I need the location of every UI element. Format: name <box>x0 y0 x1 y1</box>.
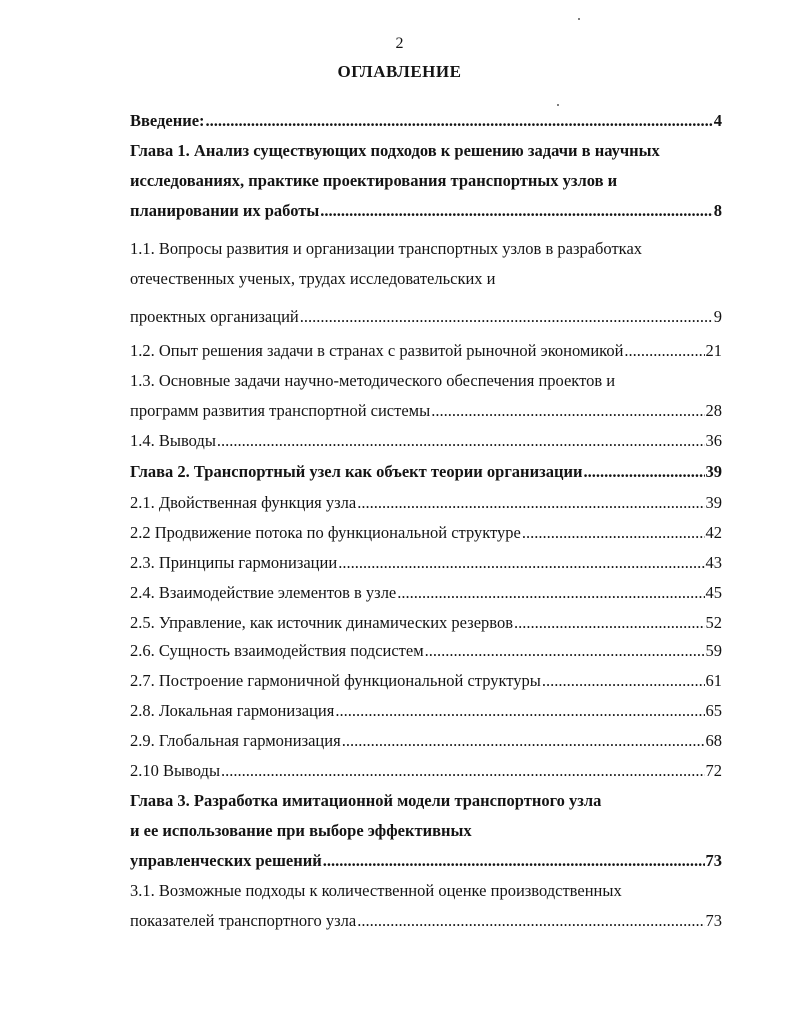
toc-page-number: 72 <box>705 761 722 780</box>
toc-dot-leader <box>431 399 704 423</box>
toc-entry-title: управленческих решений <box>130 851 322 870</box>
toc-dot-leader <box>342 729 705 753</box>
toc-entry-title: Глава 1. Анализ существующих подходов к решению задачи в научных <box>130 141 660 160</box>
toc-entry-title: 1.3. Основные задачи научно-методического обеспечения проектов и <box>130 371 616 390</box>
toc-entry-title: проектных организаций <box>130 307 299 326</box>
toc-entry <box>130 729 722 753</box>
toc-dot-leader <box>397 581 704 605</box>
toc-dot-leader <box>323 849 705 873</box>
toc-page-number: 9 <box>713 307 722 326</box>
toc-dot-leader <box>338 551 704 575</box>
toc-page-number: 68 <box>705 731 722 750</box>
toc-page-number: 42 <box>705 523 722 542</box>
toc-entry <box>130 199 722 223</box>
toc-dot-leader <box>320 199 713 223</box>
scan-speck <box>557 104 559 106</box>
toc-dot-leader <box>357 491 704 515</box>
toc-dot-leader <box>583 460 704 484</box>
toc-entry-title: отечественных ученых, трудах исследовательских и <box>130 269 496 288</box>
toc-entry <box>130 339 722 363</box>
toc-page-number: 45 <box>705 583 722 602</box>
toc-entry-line <box>130 879 722 903</box>
toc-page-number: 39 <box>705 493 722 512</box>
toc-entry-title: 2.4. Взаимодействие элементов в узле <box>130 583 397 602</box>
toc-entry <box>130 581 722 605</box>
toc-entry <box>130 460 722 484</box>
toc-dot-leader <box>624 339 704 363</box>
toc-entry <box>130 521 722 545</box>
toc-dot-leader <box>300 305 713 329</box>
toc-page-number: 59 <box>705 641 722 660</box>
toc-entry-title: 2.8. Локальная гармонизация <box>130 701 335 720</box>
toc-entry-title: 1.2. Опыт решения задачи в странах с развитой рыночной экономикой <box>130 341 624 360</box>
toc-entry <box>130 759 722 783</box>
toc-entry-title: и ее использование при выборе эффективных <box>130 821 472 840</box>
toc-dot-leader <box>425 639 705 663</box>
toc-dot-leader <box>542 669 705 693</box>
toc-entry-title: 2.1. Двойственная функция узла <box>130 493 357 512</box>
toc-entry-line <box>130 139 722 163</box>
toc-entry-title: 1.4. Выводы <box>130 431 216 450</box>
toc-entry-title: 2.5. Управление, как источник динамических резервов <box>130 613 513 632</box>
toc-dot-leader <box>335 699 704 723</box>
scan-speck <box>578 18 580 20</box>
toc-entry-title: 2.3. Принципы гармонизации <box>130 553 338 572</box>
toc-entry-title: исследованиях, практике проектирования транспортных узлов и <box>130 171 618 190</box>
toc-entry-title: Введение: <box>130 111 205 130</box>
toc-dot-leader <box>221 759 704 783</box>
toc-dot-leader <box>514 611 705 635</box>
toc-entry-line <box>130 789 722 813</box>
toc-page-number: 61 <box>705 671 722 690</box>
toc-page-number: 73 <box>705 851 722 870</box>
toc-entry <box>130 669 722 693</box>
toc-page-number: 43 <box>705 553 722 572</box>
toc-entry-title: 2.6. Сущность взаимодействия подсистем <box>130 641 424 660</box>
toc-page-number: 21 <box>705 341 722 360</box>
toc-page-number: 36 <box>705 431 722 450</box>
toc-entry <box>130 551 722 575</box>
toc-entry-title: 2.7. Построение гармоничной функциональной структуры <box>130 671 541 690</box>
toc-page-number: 65 <box>705 701 722 720</box>
toc-entry-title: Глава 2. Транспортный узел как объект теории организации <box>130 462 583 481</box>
toc-entry-title: планировании их работы <box>130 201 320 220</box>
toc-entry-line <box>130 237 722 261</box>
toc-entry <box>130 639 722 663</box>
toc-page-number: 52 <box>705 613 722 632</box>
toc-entry <box>130 849 722 873</box>
toc-entry-title: 2.10 Выводы <box>130 761 221 780</box>
toc-page-number: 4 <box>713 111 722 130</box>
toc-entry <box>130 399 722 423</box>
toc-page-number: 39 <box>705 462 722 481</box>
toc-entry-title: программ развития транспортной системы <box>130 401 431 420</box>
toc-entry-title: Глава 3. Разработка имитационной модели транспортного узла <box>130 791 602 810</box>
toc-page-number: 73 <box>705 911 722 930</box>
page-title: ОГЛАВЛЕНИЕ <box>337 62 462 81</box>
toc-entry-title: показателей транспортного узла <box>130 911 357 930</box>
toc-entry-title: 3.1. Возможные подходы к количественной оценке производственных <box>130 881 622 900</box>
toc-entry-title: 1.1. Вопросы развития и организации транспортных узлов в разработках <box>130 239 643 258</box>
toc-entry <box>130 699 722 723</box>
toc-entry-line <box>130 369 722 393</box>
toc-entry-title: 2.2 Продвижение потока по функциональной структуре <box>130 523 521 542</box>
toc-dot-leader <box>357 909 704 933</box>
toc-dot-leader <box>522 521 705 545</box>
toc-entry <box>130 909 722 933</box>
toc-dot-leader <box>206 109 713 133</box>
toc-entry-line <box>130 267 722 291</box>
toc-entry-line <box>130 169 722 193</box>
toc-page-number: 28 <box>705 401 722 420</box>
toc-entry <box>130 429 722 453</box>
toc-entry-line <box>130 819 722 843</box>
toc-entry <box>130 109 722 133</box>
page-number: 2 <box>395 35 404 52</box>
toc-entry <box>130 305 722 329</box>
toc-entry <box>130 491 722 515</box>
toc-entry <box>130 611 722 635</box>
toc-dot-leader <box>217 429 705 453</box>
toc-page-number: 8 <box>713 201 722 220</box>
toc-entry-title: 2.9. Глобальная гармонизация <box>130 731 341 750</box>
